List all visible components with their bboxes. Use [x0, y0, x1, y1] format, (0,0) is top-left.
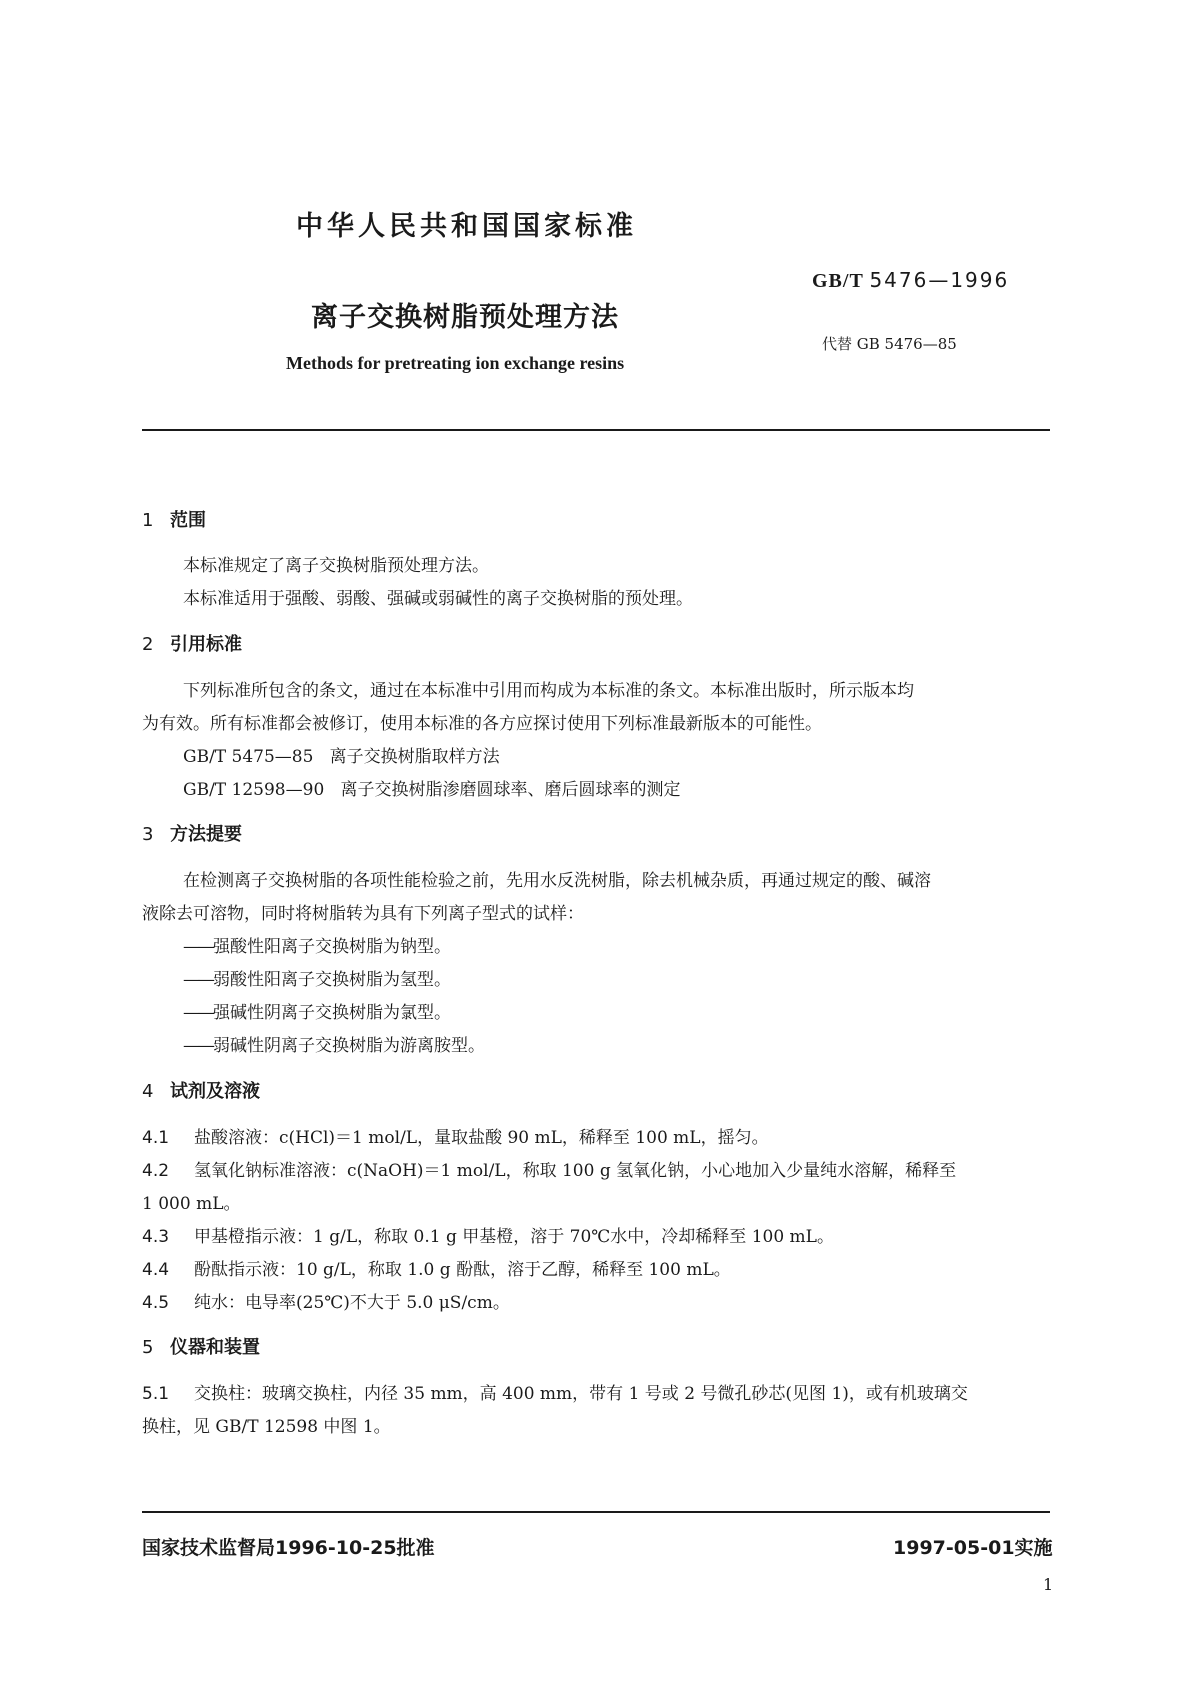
- scope-line: 本标准适用于强酸、弱酸、强碱或弱碱性的离子交换树脂的预处理。: [183, 589, 693, 609]
- method-summary-line: 在检测离子交换树脂的各项性能检验之前，先用水反洗树脂，除去机械杂质，再通过规定的酸、碱溶: [183, 871, 931, 891]
- document-title: 离子交换树脂预处理方法: [311, 302, 619, 333]
- section-heading-method-summary: 3 方法提要: [142, 824, 242, 845]
- section-heading-scope: 1 范围: [142, 510, 206, 531]
- reference-item: [183, 775, 680, 800]
- footer-divider: [142, 1511, 1050, 1513]
- resin-form-item: ——强酸性阳离子交换树脂为钠型。: [183, 937, 451, 957]
- reference-code: GB/T 12598—90: [183, 780, 325, 800]
- standard-prefix: GB/T: [812, 270, 864, 292]
- resin-form-item: ——弱酸性阳离子交换树脂为氢型。: [183, 970, 451, 990]
- resin-form-item: ——强碱性阴离子交换树脂为氯型。: [183, 1003, 451, 1023]
- reagent-item: 4.2 氢氧化钠标准溶液：c(NaOH)＝1 mol/L，称取 100 g 氢氧化钠，小心地加入少量纯水溶解，稀释至: [142, 1161, 957, 1181]
- reagent-item: 4.4 酚酞指示液：10 g/L，称取 1.0 g 酚酞，溶于乙醇，稀释至 100 mL。: [142, 1260, 731, 1280]
- resin-form-item: ——弱碱性阴离子交换树脂为游离胺型。: [183, 1036, 485, 1056]
- effective-date: 1997-05-01实施: [893, 1537, 1053, 1559]
- reagent-item: 4.1 盐酸溶液：c(HCl)＝1 mol/L，量取盐酸 90 mL，稀释至 100 mL，摇匀。: [142, 1128, 769, 1148]
- english-title: Methods for pretreating ion exchange resins: [286, 353, 625, 373]
- standard-number-value: 5476—1996: [869, 268, 1010, 292]
- reagent-item: 4.5 纯水：电导率(25℃)不大于 5.0 μS/cm。: [142, 1293, 510, 1313]
- section-heading-apparatus: 5 仪器和装置: [142, 1337, 260, 1358]
- references-line: 为有效。所有标准都会被修订，使用本标准的各方应探讨使用下列标准最新版本的可能性。: [142, 714, 822, 734]
- reference-title: 离子交换树脂渗磨圆球率、磨后圆球率的测定: [340, 780, 681, 800]
- reference-item: [183, 742, 500, 767]
- apparatus-item-continuation: 换柱，见 GB/T 12598 中图 1。: [142, 1417, 391, 1437]
- section-heading-references: 2 引用标准: [142, 634, 242, 655]
- reference-title: 离子交换树脂取样方法: [329, 747, 500, 767]
- approval-note: 国家技术监督局1996-10-25批准: [142, 1537, 435, 1559]
- method-summary-line: 液除去可溶物，同时将树脂转为具有下列离子型式的试样：: [142, 904, 584, 924]
- references-line: 下列标准所包含的条文，通过在本标准中引用而构成为本标准的条文。本标准出版时，所示版本均: [183, 681, 914, 701]
- reagent-item-continuation: 1 000 mL。: [142, 1194, 241, 1214]
- standard-number: [812, 268, 1009, 293]
- header-divider: [142, 429, 1050, 431]
- apparatus-item: 5.1 交换柱：玻璃交换柱，内径 35 mm，高 400 mm，带有 1 号或 2 号微孔砂芯(见图 1)，或有机玻璃交: [142, 1384, 968, 1404]
- page-number: 1: [1043, 1575, 1054, 1594]
- scope-line: 本标准规定了离子交换树脂预处理方法。: [183, 556, 489, 576]
- replaces-note: 代替 GB 5476—85: [822, 335, 957, 353]
- reagent-item: 4.3 甲基橙指示液：1 g/L，称取 0.1 g 甲基橙，溶于 70℃水中，冷却稀释至 100 mL。: [142, 1227, 834, 1247]
- national-standard-title: 中华人民共和国国家标准: [296, 211, 637, 242]
- reference-code: GB/T 5475—85: [183, 747, 314, 767]
- section-heading-reagents: 4 试剂及溶液: [142, 1081, 260, 1102]
